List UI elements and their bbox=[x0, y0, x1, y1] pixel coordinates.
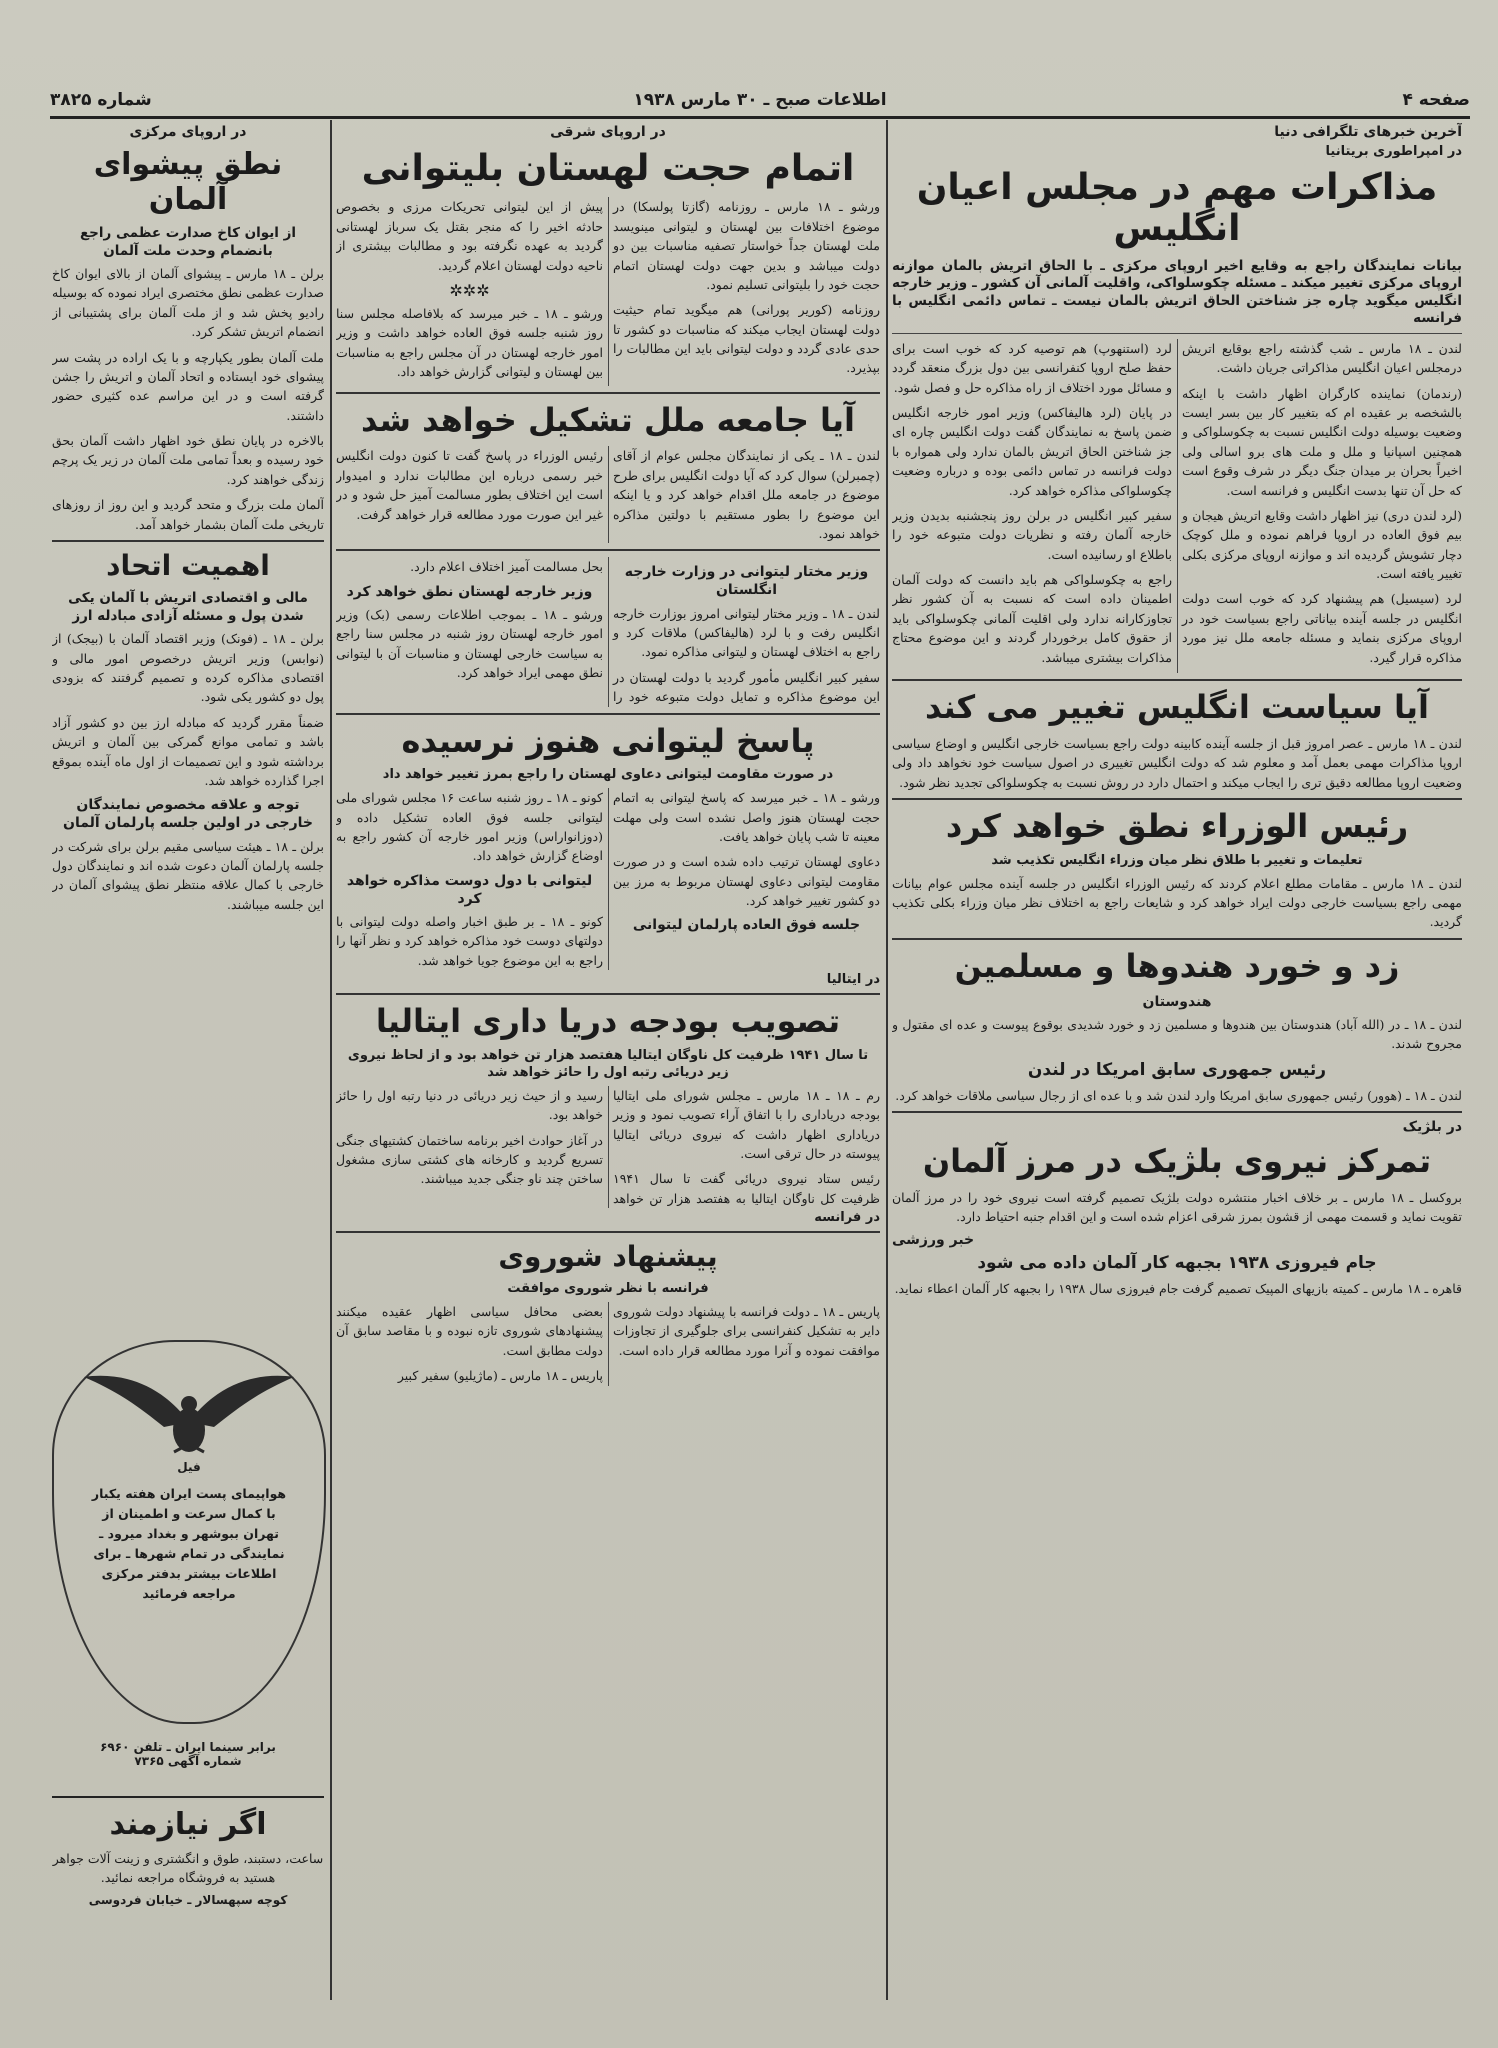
column-divider-right bbox=[886, 120, 888, 2000]
section-label: در فرانسه bbox=[814, 1210, 880, 1226]
advertisement bbox=[52, 1340, 326, 1724]
section-label: آخرین خبرهای تلگرافی دنیا bbox=[1274, 124, 1462, 140]
section-heading: رئیس جمهوری سابق امریکا در لندن bbox=[1027, 1060, 1327, 1081]
article-paragraph: پاریس ـ ۱۸ مارس ـ (ماژیلیو) سفیر کبیر bbox=[397, 1368, 603, 1384]
article-paragraph: لندن ـ ۱۸ مارس ـ شب گذشته راجع بوقایع اتریش درمجلس اعیان انگلیس مذاکراتی جریان داشت. bbox=[1182, 340, 1462, 376]
article-paragraph: لندن ـ ۱۸ ـ یکی از نمایندگان مجلس عوام از آقای (چمبرلن) سوال کرد که آیا دولت انگلیس برای طرح موضوع در جامعه ملل اقدام خواهد کرد و یا اینکه این موضوع را بطور مستقیم با دولتین مذاکره خواهد نمود. bbox=[613, 448, 880, 541]
section-heading: توجه و علاقه مخصوص نمایندگان خارجی در اولین جلسه پارلمان آلمان bbox=[63, 797, 313, 832]
article-paragraph: راجع به چکوسلواکی هم باید دانست که دولت آلمان اطمینان داده است که نسبت به آن کشور نظر تجاوزکارانه ندارد ولی اقلیت آلمانی چکوسلواکی باید از حقوق کامل برخوردار گردند و این موضوع محتاج مذاکرات بیشتری میباشد. bbox=[892, 572, 1172, 665]
divider bbox=[892, 679, 1462, 681]
section-label: در اروپای شرقی bbox=[550, 124, 666, 140]
headline: پاسخ لیتوانی هنوز نرسیده bbox=[401, 721, 815, 760]
right-column bbox=[892, 122, 1462, 1997]
page-number: صفحه ۴ bbox=[1402, 90, 1470, 110]
divider bbox=[892, 798, 1462, 800]
section-heading: وزیر مختار لیتوانی در وزارت خارجه انگلستان bbox=[624, 564, 869, 599]
section-heading: جلسه فوق العاده پارلمان لیتوانی bbox=[632, 917, 861, 934]
subheadline: در صورت مقاومت لیتوانی دعاوی لهستان را راجع بمرز تغییر خواهد داد bbox=[382, 767, 834, 783]
article-paragraph: لرد (استنهوپ) هم توصیه کرد که خوب است برای حفظ صلح اروپا کنفرانسی بین دول بزرگ منعقد گردد و مسائل مورد اختلاف از راه مذاکره حل و فصل شود. bbox=[892, 340, 1172, 395]
article-paragraph: بالاخره در پایان نطق خود اظهار داشت آلمان بحق خود رسیده و بعداً تمامی ملت آلمان در زیر یک پرچم زندگی خواهند کرد. bbox=[52, 433, 324, 487]
article-paragraph: دعاوی لهستان ترتیب داده شده است و در صورت مقاومت لیتوانی دعاوی لهستان مربوط به مرز بین دو کشور تغییر خواهد کرد. bbox=[613, 854, 880, 909]
divider bbox=[336, 549, 880, 551]
subheadline: تا سال ۱۹۴۱ ظرفیت کل ناوگان ایتالیا هفتصد هزار تن خواهد بود و از لحاظ نیروی زیر دریائی رتبه اول را حائز خواهد شد bbox=[347, 1047, 869, 1080]
article-paragraph: لندن ـ ۱۸ ـ (هوور) رئیس جمهوری سابق امریکا وارد لندن شد و با عده ای از رجال سیاسی ملاقات خواهد کرد. bbox=[895, 1087, 1462, 1103]
headline: نطق پیشوای آلمان bbox=[93, 147, 283, 217]
article-paragraph: لندن ـ ۱۸ مارس ـ عصر امروز قبل از جلسه آینده کابینه دولت راجع بسیاست خارجی انگلیس و اوضاع سیاسی اروپا مذاکرات مهمی بعمل آمد و معلوم شد که دولت انگلیس تغییری در اصول سیاست خود نخواهد داد ولی وضعیت اروپا مطالعه دقیق تری را ایجاب میکند و احتمال دارد در روش نسبت به چکوسلواکی تجدید نظر شود. bbox=[892, 735, 1462, 790]
headline: زد و خورد هندوها و مسلمین bbox=[954, 946, 1400, 985]
section-label: در بلژیک bbox=[1402, 1118, 1462, 1135]
separator-ornament: ✲✲✲ bbox=[449, 280, 490, 300]
headline: پیشنهاد شوروی bbox=[498, 1240, 718, 1274]
issue-number: شماره ۳۸۲۵ bbox=[50, 90, 152, 110]
divider bbox=[892, 333, 1462, 334]
subheadline: از ایوان کاخ صدارت عظمی راجع بانضمام وحدت ملت آلمان bbox=[79, 225, 297, 259]
ad-signature: برابر سینما ایران ـ تلفن ۶۹۶۰ bbox=[100, 1740, 276, 1754]
section-label: در اروپای مرکزی bbox=[129, 124, 247, 140]
article-paragraph: رم ـ ۱۸ ـ ۱۸ مارس ـ مجلس شورای ملی ایتالیا بودجه دریاداری را با اتفاق آراء تصویب نمود و وزیر دریاداری اظهار داشت که نیروی دریائی ایتالیا پیوسته در حال ترقی است. bbox=[613, 1087, 880, 1161]
column-divider-left bbox=[330, 120, 332, 2000]
headline: اهمیت اتحاد bbox=[106, 548, 270, 582]
article-paragraph: پیش از این لیتوانی تحریکات مرزی و بخصوص حادثه اخیر را که منجر بقتل یک سرباز لهستانی گردید به عهده نگرفته بود و مطالبات بیشتری از ناحیه دولت لهستان اعلام گردید. bbox=[336, 199, 603, 273]
article-paragraph: در آغاز حوادث اخیر برنامه ساختمان کشتیهای جنگی تسریع گردید و کارخانه های کشتی سازی مشغول ساختن چند ناو جنگی جدید میباشند. bbox=[336, 1132, 603, 1187]
header-rule bbox=[50, 116, 1470, 119]
article-paragraph: روزنامه (کوریر پورانی) هم میگوید تمام حیثیت دولت لهستان ایجاب میکند که مناسبات دو کشور تا حدی عادی گردد و دولت لیتوانی باید این مطالبات را بپذیرد. bbox=[613, 302, 880, 376]
subheadline: فرانسه با نظر شوروی موافقت bbox=[507, 1281, 709, 1297]
article-paragraph: رئیس الوزراء در پاسخ گفت تا کنون دولت انگلیس خبر رسمی درباره این مطالبات ندارد و امیدوار است این اختلاف بطور مسالمت آمیز حل شود و در غیر این صورت مورد مطالعه قرار خواهد گرفت. bbox=[336, 448, 603, 522]
headline: تصویب بودجه دریا داری ایتالیا bbox=[375, 1002, 841, 1041]
article-paragraph: برلن ـ ۱۸ مارس ـ پیشوای آلمان از بالای ایوان کاخ صدارت عظمی نطق مختصری ایراد نموده که بوسیله رادیو پخش شد و از ملت آلمان برای پشتیبانی از انضمام اتریش تشکر کرد. bbox=[52, 266, 324, 340]
headline: آیا جامعه ملل تشکیل خواهد شد bbox=[360, 400, 856, 439]
middle-column bbox=[336, 122, 880, 1997]
headline: رئیس الوزراء نطق خواهد کرد bbox=[945, 806, 1409, 845]
subheadline: مالی و اقتصادی اتریش با آلمان یکی شدن پول و مسئله آزادی مبادله ارز bbox=[68, 590, 308, 624]
divider bbox=[892, 938, 1462, 940]
article-paragraph: رئیس ستاد نیروی دریائی گفت تا سال ۱۹۴۱ ظرفیت کل ناوگان ایتالیا به هفتصد هزار تن خواهد رسید و از حیث زیر دریائی در دنیا رتبه اول را حائز خواهد بود. bbox=[336, 1087, 880, 1206]
headline: تمرکز نیروی بلژیک در مرز آلمان bbox=[922, 1141, 1432, 1180]
left-column bbox=[52, 122, 324, 1332]
headline: اتمام حجت لهستان بلیتوانی bbox=[361, 148, 855, 189]
article-paragraph: سفیر کبیر انگلیس در برلن روز پنجشنبه بدیدن وزیر خارجه آلمان رفته و نظریات دولت متبوعه خود را باطلاع او رسانیده است. bbox=[892, 507, 1172, 562]
subheadline: جام فیروزی ۱۹۳۸ بجبهه کار آلمان داده می شود bbox=[977, 1253, 1377, 1274]
article-paragraph: آلمان ملت بزرگ و متحد گردید و این روز از روزهای تاریخی ملت آلمان بشمار خواهد آمد. bbox=[52, 497, 324, 532]
subheadline: بیانات نمایندگان راجع به وقایع اخیر اروپای مرکزی ـ با الحاق اتریش بالمان موازنه اروپای مرکزی تغییر میکند ـ مسئله چکوسلواکی، واقلیت آلمانی آن کشور ـ وزیر خارجه انگلیس میگوید چاره جز شناختن الحاق اتریش بالمان نیست ـ تماس دائمی انگلیس با فرانسه bbox=[892, 257, 1462, 327]
article-paragraph: لندن ـ ۱۸ ـ وزیر مختار لیتوانی امروز بوزارت خارجه انگلیس رفت و با لرد (هالیفاکس) ملاقات کرد و راجع به اختلاف لهستان و لیتوانی مذاکره نمود. bbox=[613, 605, 880, 660]
article-paragraph: ورشو ـ ۱۸ ـ خبر میرسد که بلافاصله مجلس سنا روز شنبه جلسه فوق العاده خواهد داشت و وزیر امور خارجه لهستان در آن مجلس راجع به مناسبات بین لهستان و لیتوانی گزارش خواهد داد. bbox=[336, 305, 603, 380]
article-paragraph: برلن ـ ۱۸ ـ (فونک) وزیر اقتصاد آلمان با (بیجک) از (نوابس) وزیر اتریش درخصوص امور مالی و اقتصادی مذاکره کرده و تصمیم گرفتند که بزودی پول دو کشور یکی شود. bbox=[52, 631, 324, 705]
article-paragraph: (لرد لندن دری) نیز اظهار داشت وقایع اتریش هیجان و بیم فوق العاده در اروپا فراهم نموده و ملل کوچک دچار تشویش گردیده اند و موازنه اروپای مرکزی بکلی تغییر یافته است. bbox=[1182, 507, 1462, 582]
page-header bbox=[50, 90, 1470, 116]
divider bbox=[52, 540, 324, 542]
article-paragraph: ورشو ـ ۱۸ ـ بموجب اطلاعات رسمی (بک) وزیر امور خارجه لهستان روز شنبه در مجلس سنا راجع به سیاست خارجی لهستان و مناسبات آن با لیتوانی نطق مهمی ایراد خواهد کرد. bbox=[336, 606, 603, 680]
divider bbox=[336, 1231, 880, 1233]
headline: اگر نیازمند bbox=[109, 1807, 267, 1842]
section-label: خبر ورزشی bbox=[892, 1232, 975, 1249]
article-paragraph: در پایان (لرد هالیفاکس) وزیر امور خارجه انگلیس ضمن پاسخ به نمایندگان گفت دولت انگلیس چاره ای جز شناختن الحاق اتریش بالمان ندارد ولی همواره با دولت فرانسه در تماس دائمی بوده و درباره وضعیت چکوسلواکی مذاکره خواهد کرد. bbox=[892, 405, 1172, 498]
ad-text: هواپیمای پست ایران هفته یکبار با کمال سرعت و اطمینان از تهران ببوشهر و بغداد میرود ـ نمایندگی در تمام شهرها ـ برای اطلاعات بیشتر بدفتر مرکزی مراجعه فرمائید bbox=[91, 1486, 287, 1601]
article-paragraph: ملت آلمان بطور یکپارچه و با یک اراده در پشت سر پیشوای خود ایستاده و اتحاد آلمان و اتریش را جشن گرفته است و در این مراسم عده کثیری حضور داشتند. bbox=[52, 349, 324, 423]
article-paragraph: ورشو ـ ۱۸ مارس ـ روزنامه (گازتا پولسکا) در موضوع اختلافات بین لهستان و لیتوانی مینویسد ملت لهستان جداً خواستار تصفیه مناسبات بین دو دولت میباشد و بدین جهت دولت لهستان اتمام حجت خود را بلیتوانی تسلیم نمود. bbox=[613, 199, 880, 292]
ad-number: شماره آگهی ۷۳۶۵ bbox=[134, 1754, 242, 1768]
divider bbox=[336, 993, 880, 995]
article-paragraph: لندن ـ ۱۸ مارس ـ مقامات مطلع اعلام کردند که رئیس الوزراء انگلیس در جلسه آینده مجلس عوام بیانات مهمی راجع بسیاست خارجی دولت ایراد خواهد کرد و شایعات راجع به اختلاف نظر میان وزراء بکلی تکذیب گردید. bbox=[892, 875, 1462, 930]
article-paragraph: بعضی محافل سیاسی اظهار عقیده میکنند پیشنهادهای شوروی تازه نبوده و با مقاصد سابق آن دولت مطابق است. bbox=[336, 1304, 603, 1358]
section-heading: وزیر خارجه لهستان نطق خواهد کرد bbox=[346, 583, 593, 600]
masthead-date: اطلاعات صبح ـ ۳۰ مارس ۱۹۳۸ bbox=[633, 90, 887, 110]
article-paragraph: کونو ـ ۱۸ ـ روز شنبه ساعت ۱۶ مجلس شورای ملی لیتوانی جلسه فوق العاده تشکیل داده و (دوزانواراس) وزیر امور خارجه آن کشور راجع به اوضاع گزارش خواهد داد. bbox=[336, 790, 603, 864]
article-paragraph: کونو ـ ۱۸ ـ بر طبق اخبار واصله دولت لیتوانی با دولتهای دوست خود مذاکره خواهد کرد و نظر آنها را راجع به این موضوع جویا خواهد شد. bbox=[336, 914, 603, 968]
section-heading: هندوستان bbox=[1142, 993, 1212, 1010]
article-paragraph: سفیر کبیر انگلیس مأمور گردید با دولت لهستان در این موضوع مذاکره و تمایل دولت متبوعه خود را بحل مسالمت آمیز اختلاف اعلام دارد. bbox=[410, 559, 880, 705]
divider bbox=[336, 713, 880, 715]
classified-ad bbox=[52, 1802, 324, 1997]
article-paragraph: ضمناً مقرر گردید که مبادله ارز بین دو کشور آزاد باشد و تمامی موانع گمرکی بین آلمان و اتریش برداشته شود و این تصمیمات از اول ماه آینده بموقع اجرا گذارده خواهد شد. bbox=[52, 714, 324, 788]
section-label: در امپراطوری بریتانیا bbox=[1325, 144, 1462, 159]
headline: آیا سیاست انگلیس تغییر می کند bbox=[925, 687, 1429, 726]
article-paragraph: (رندمان) نماینده کارگران اظهار داشت با اینکه بالشخصه بر عقیده ام که بتغییر کار بین بسر ایست وضعیت بوسیله دولت انگلیس نسبت به چکوسلواکی و همچنین اسپانیا و ملل و ملت های برو اسالی ولی اخیراً بحران بر میدان جنگ دیگر در شرف وقوع است که حل آن تنها بدست انگلیس و فرانسه است. bbox=[1182, 385, 1462, 498]
section-label: در ایتالیا bbox=[826, 972, 880, 988]
divider bbox=[336, 392, 880, 394]
article-paragraph: برلن ـ ۱۸ ـ هیئت سیاسی مقیم برلن برای شرکت در جلسه پارلمان آلمان دعوت شده اند و نمایندگان دول خارجی با کمال علاقه منتظر نطق پیشوای آلمان در این جلسه میباشند. bbox=[52, 838, 324, 912]
article-paragraph: بروکسل ـ ۱۸ مارس ـ بر خلاف اخبار منتشره دولت بلژیک تصمیم گرفته است نیروی خود را در مرز آلمان تقویت نماید و قسمت مهمی از قشون بمرز شرقی اعزام شده است و این اقدام جنبه احتیاط دارد. bbox=[892, 1189, 1462, 1225]
eagle-logo-icon bbox=[54, 1352, 324, 1466]
ad-logo-label: فیل bbox=[177, 1460, 201, 1474]
article-paragraph: ورشو ـ ۱۸ ـ خبر میرسد که پاسخ لیتوانی به اتمام حجت لهستان هنوز واصل نشده است ولی مهلت معینه تا شب پایان خواهد یافت. bbox=[613, 790, 880, 844]
article-paragraph: ساعت، دستبند، طوق و انگشتری و زینت آلات جواهر هستید به فروشگاه مراجعه نمائید. bbox=[52, 1850, 324, 1885]
subheadline: تعلیمات و تغییر با طلاق نظر میان وزراء انگلیس تکذیب شد bbox=[991, 852, 1363, 868]
article-paragraph: لندن ـ ۱۸ ـ در (الله آباد) هندوستان بین هندوها و مسلمین زد و خورد شدیدی بوقوع پیوست و عده ای مقتول و مجروح شدند. bbox=[892, 1016, 1462, 1052]
article-paragraph: قاهره ـ ۱۸ مارس ـ کمیته بازیهای المپیک تصمیم گرفت جام فیروزی سال ۱۹۳۸ را بجبهه کار آلمان اعطاء نماید. bbox=[894, 1280, 1462, 1296]
address: کوچه سپهسالار ـ خیابان فردوسی bbox=[88, 1893, 288, 1908]
divider bbox=[892, 1111, 1462, 1113]
section-heading: لیتوانی با دول دوست مذاکره خواهد کرد bbox=[346, 872, 593, 907]
article-paragraph: لرد (سیسیل) هم پیشنهاد کرد که خوب است دولت انگلیس در جلسه آینده بیاناتی راجع بسیاست خود در اروپای مرکزی بنماید و مسئله جامعه ملل نیز مورد مذاکره قرار گیرد. bbox=[1182, 591, 1462, 665]
article-paragraph: پاریس ـ ۱۸ ـ دولت فرانسه با پیشنهاد دولت شوروی دایر به تشکیل کنفرانسی برای جلوگیری از تجاوزات موافقت نموده و آنرا مورد مطالعه قرار داده است. bbox=[613, 1304, 880, 1358]
divider bbox=[52, 1796, 324, 1798]
ad-footer bbox=[52, 1740, 324, 1790]
headline: مذاکرات مهم در مجلس اعیان انگلیس bbox=[916, 167, 1438, 250]
